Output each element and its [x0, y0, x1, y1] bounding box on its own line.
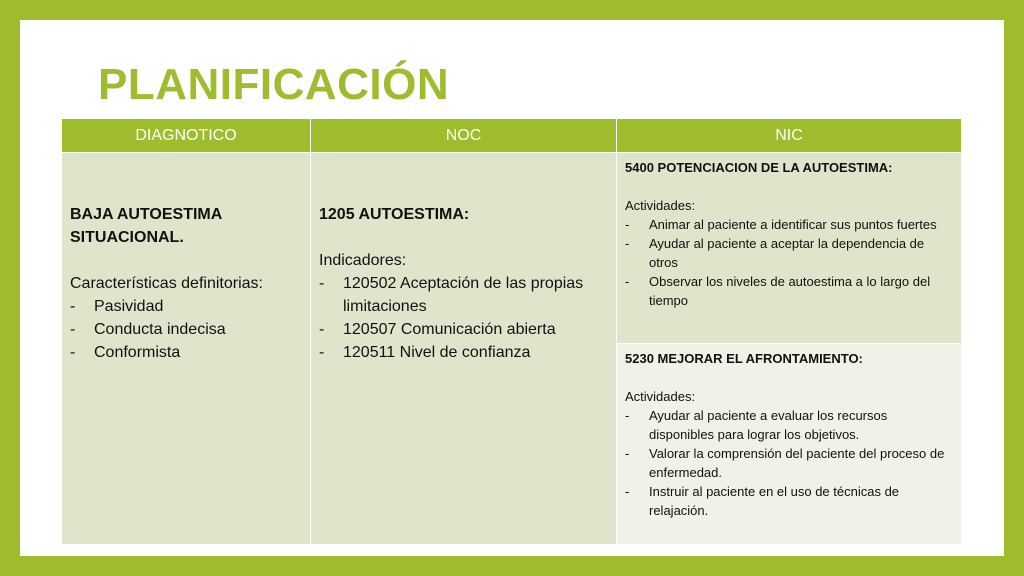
- header-diagnostico: DIAGNOTICO: [62, 119, 310, 152]
- characteristics-list: [70, 295, 302, 364]
- characteristics-label: Características definitorias:: [70, 275, 263, 292]
- list-item: - Valorar la comprensión del paciente del proceso de enfermedad.: [625, 444, 953, 482]
- diagnostico-title-line2: SITUACIONAL.: [70, 229, 184, 246]
- list-item: - Conducta indecisa: [70, 318, 302, 341]
- slide: [20, 20, 1004, 556]
- noc-title: 1205 AUTOESTIMA:: [319, 206, 470, 223]
- planning-table: [62, 119, 959, 543]
- activities-list: [625, 406, 953, 520]
- list-item: - 120507 Comunicación abierta: [319, 318, 608, 341]
- noc-cell: [311, 153, 616, 544]
- nic-title: 5400 POTENCIACION DE LA AUTOESTIMA:: [625, 160, 893, 175]
- activities-label: Actividades:: [625, 198, 696, 213]
- list-item: - Ayudar al paciente a evaluar los recursos disponibles para lograr los objetivos.: [625, 406, 953, 444]
- list-item: - Animar al paciente a identificar sus puntos fuertes: [625, 215, 953, 234]
- header-noc: NOC: [311, 119, 616, 152]
- list-item: - Conformista: [70, 341, 302, 364]
- page-title: PLANIFICACIÓN: [98, 60, 450, 109]
- diagnostico-cell: [62, 153, 310, 544]
- activities-list: [625, 215, 953, 310]
- nic-cell-5400: [617, 153, 961, 343]
- list-item: - 120511 Nivel de confianza: [319, 341, 608, 364]
- indicators-list: [319, 272, 608, 364]
- nic-title: 5230 MEJORAR EL AFRONTAMIENTO:: [625, 351, 863, 366]
- nic-cell-5230: [617, 344, 961, 544]
- list-item: - 120502 Aceptación de las propias limitaciones: [319, 272, 608, 318]
- list-item: - Observar los niveles de autoestima a lo largo del tiempo: [625, 272, 953, 310]
- diagnostico-title-line1: BAJA AUTOESTIMA: [70, 206, 223, 223]
- indicators-label: Indicadores:: [319, 252, 407, 269]
- list-item: - Pasividad: [70, 295, 302, 318]
- list-item: - Ayudar al paciente a aceptar la dependencia de otros: [625, 234, 953, 272]
- header-nic: NIC: [617, 119, 961, 152]
- list-item: - Instruir al paciente en el uso de técnicas de relajación.: [625, 482, 953, 520]
- activities-label: Actividades:: [625, 389, 696, 404]
